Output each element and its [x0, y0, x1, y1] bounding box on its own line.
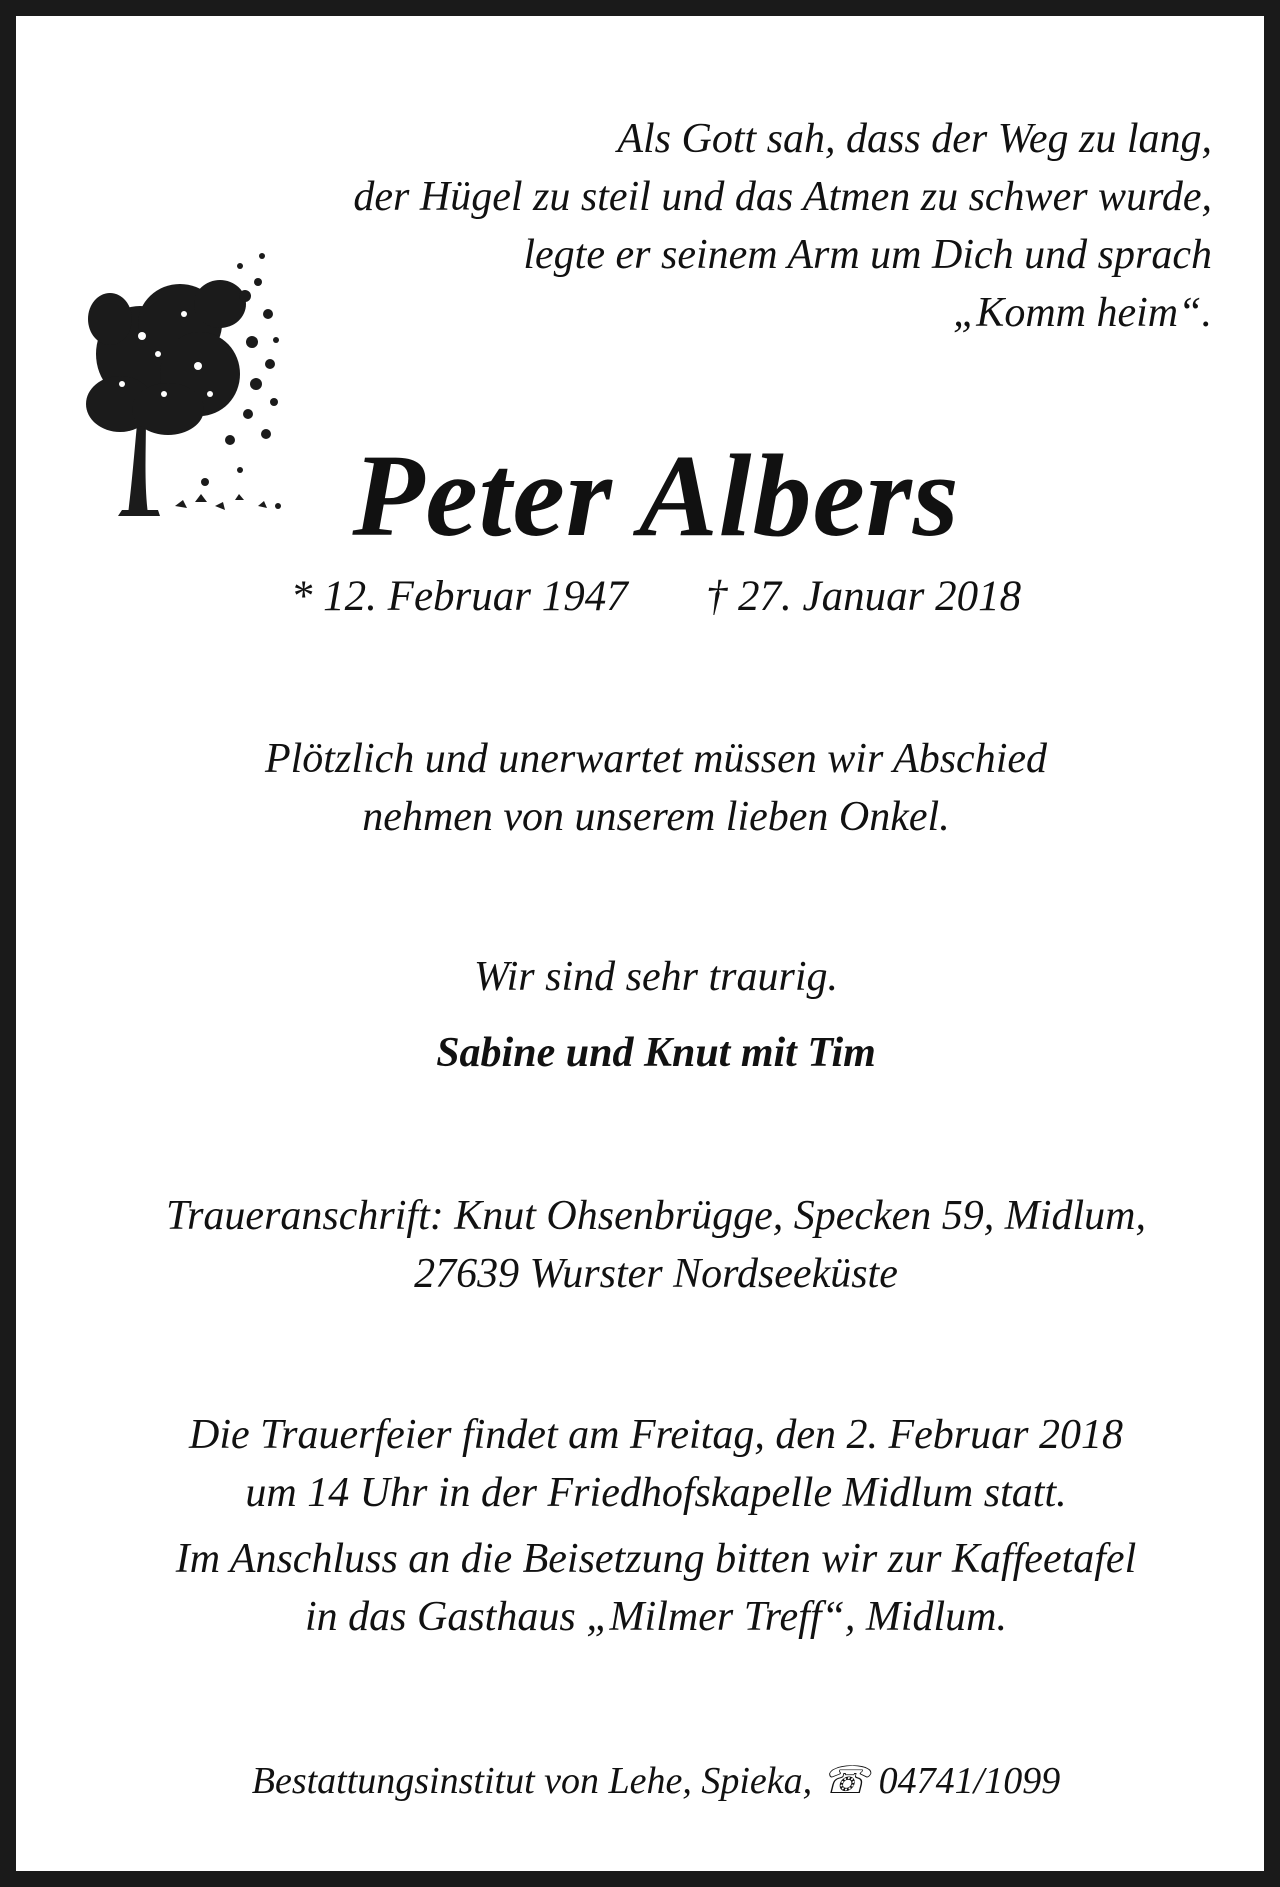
death-date: † 27. Januar 2018 [705, 573, 1022, 620]
poem-line: „Komm heim“. [952, 290, 1212, 336]
message-line: Plötzlich und unerwartet müssen wir Abschied [264, 736, 1048, 782]
family-names: Sabine und Knut mit Tim [436, 1030, 876, 1076]
service-line: um 14 Uhr in der Friedhofskapelle Midlum statt. [245, 1470, 1067, 1516]
poem-line: Als Gott sah, dass der Weg zu lang, [617, 116, 1212, 162]
undertaker-contact: Bestattungsinstitut von Lehe, Spieka, ☏ 04741/1099 [251, 1760, 1061, 1802]
farewell-message [16, 730, 1280, 846]
address-line: Traueranschrift: Knut Ohsenbrügge, Specken 59, Midlum, [166, 1193, 1146, 1239]
mourning-address [16, 1187, 1280, 1303]
sorrow-line: Wir sind sehr traurig. [473, 954, 839, 1000]
life-dates [16, 569, 1280, 625]
service-line: Im Anschluss an die Beisetzung bitten wir zur Kaffeetafel [175, 1536, 1137, 1582]
poem-line: der Hügel zu steil und das Atmen zu schwer wurde, [353, 174, 1212, 220]
poem-verse [353, 110, 1212, 342]
poem-line: legte er seinem Arm um Dich und sprach [523, 232, 1212, 278]
message-line: nehmen von unserem lieben Onkel. [362, 794, 950, 840]
birth-date: * 12. Februar 1947 [290, 573, 628, 620]
service-line: Die Trauerfeier findet am Freitag, den 2. Februar 2018 [188, 1412, 1123, 1458]
address-line: 27639 Wurster Nordseeküste [414, 1251, 898, 1297]
deceased-name: Peter Albers [352, 430, 960, 561]
service-line: in das Gasthaus „Milmer Treff“, Midlum. [304, 1594, 1008, 1640]
funeral-service-info [16, 1406, 1280, 1646]
